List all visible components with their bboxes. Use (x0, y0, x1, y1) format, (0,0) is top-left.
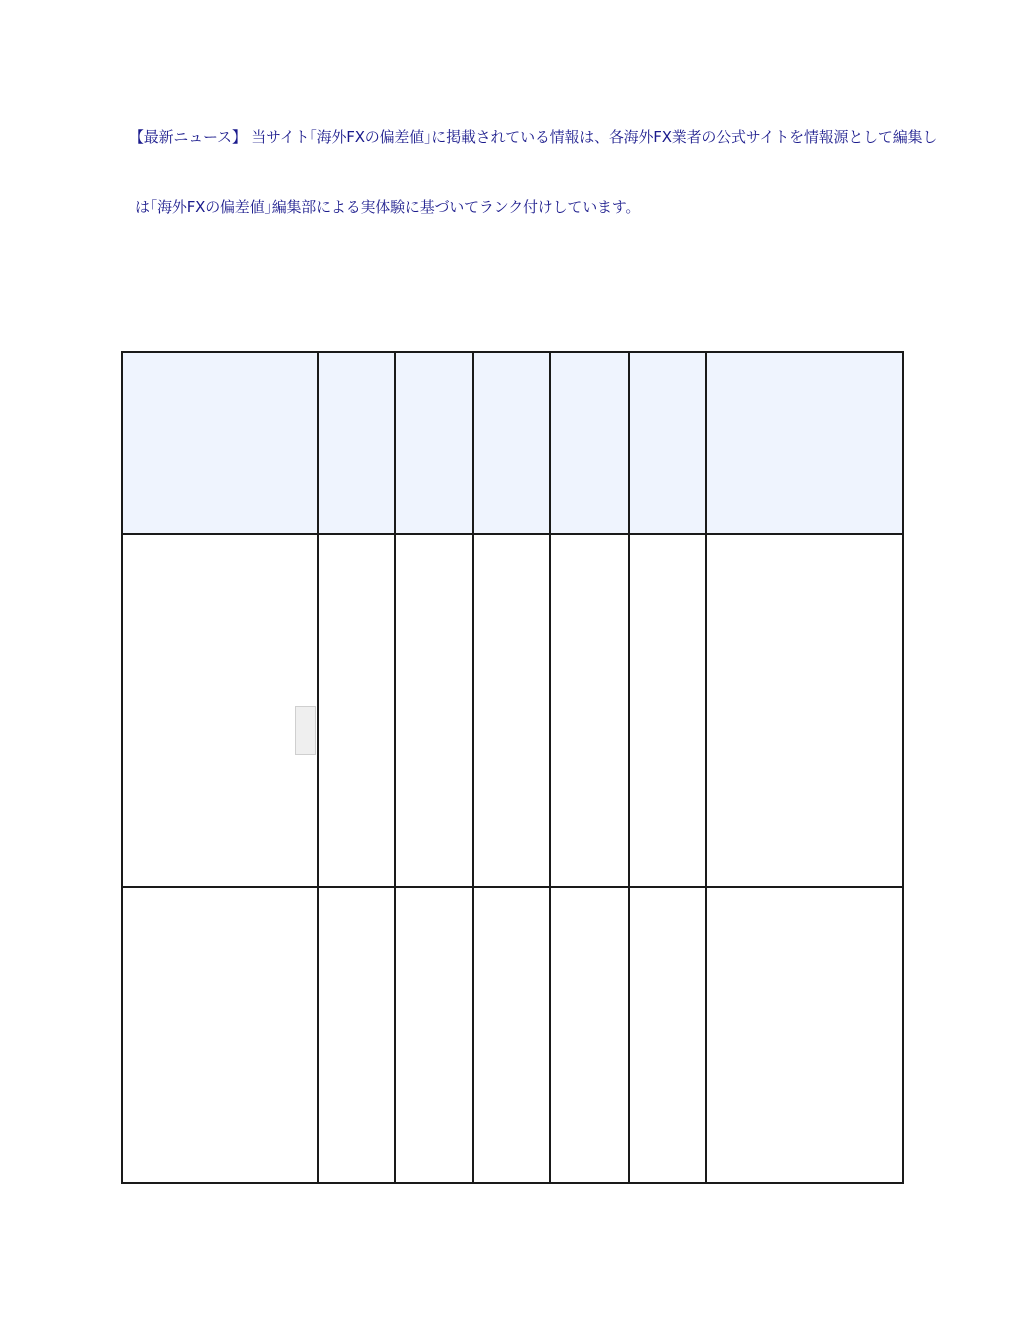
table-cell (122, 534, 318, 887)
header-cell (318, 352, 395, 534)
table-row (122, 534, 903, 887)
table-cell (395, 534, 473, 887)
header-cell (122, 352, 318, 534)
table-cell (550, 534, 629, 887)
ranking-table (121, 351, 904, 1184)
table-cell (629, 887, 706, 1183)
table-row (122, 887, 903, 1183)
table-cell (473, 887, 550, 1183)
header-cell (550, 352, 629, 534)
table-cell (395, 887, 473, 1183)
header-cell (473, 352, 550, 534)
table-cell (318, 887, 395, 1183)
news-text-line-2: は｢海外FXの偏差値｣編集部による実体験に基づいてランク付けしています。 (135, 198, 641, 216)
header-cell (629, 352, 706, 534)
table-cell (473, 534, 550, 887)
news-text-line-1: 【最新ニュース】 当サイト｢海外FXの偏差値｣に掲載されている情報は、各海外FX業者の公式サイトを情報源として編集し (129, 128, 938, 146)
table-cell (629, 534, 706, 887)
table-cell (706, 534, 903, 887)
header-cell (706, 352, 903, 534)
table-header-row (122, 352, 903, 534)
table-cell (706, 887, 903, 1183)
table-cell (550, 887, 629, 1183)
table-cell (318, 534, 395, 887)
header-cell (395, 352, 473, 534)
scroll-handle[interactable] (295, 706, 316, 755)
table-cell (122, 887, 318, 1183)
